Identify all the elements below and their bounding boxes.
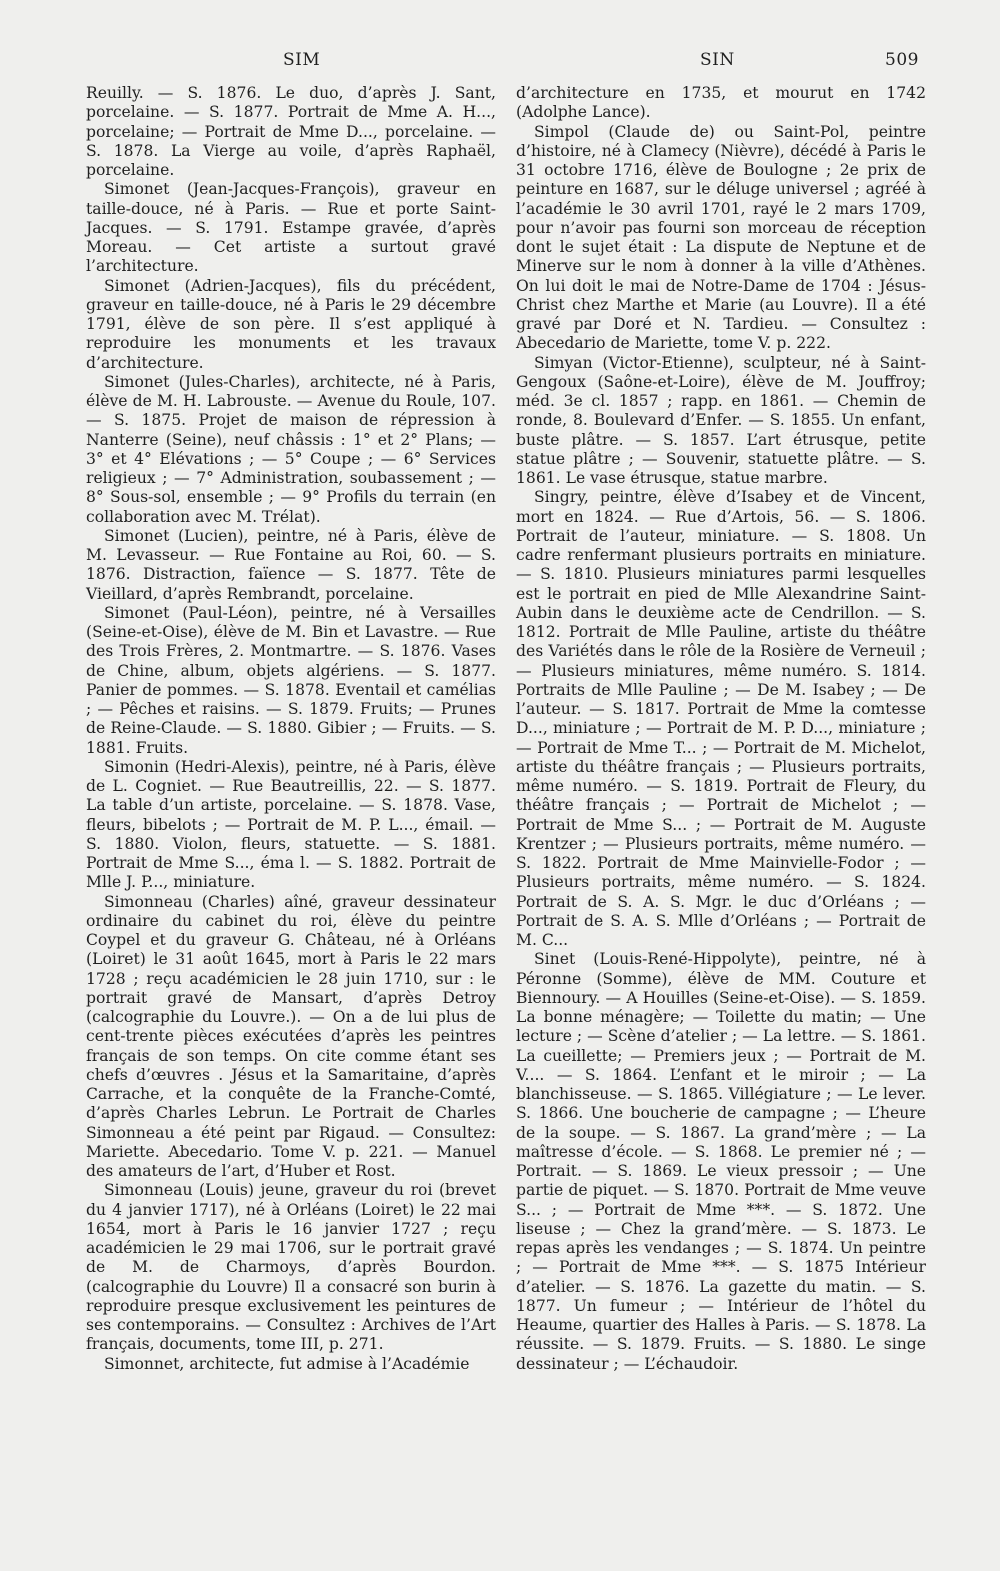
entry-paragraph: Singry, peintre, élève d’Isabey et de Vincent, mort en 1824. — Rue d’Artois, 56. — S. 1806. Portrait de l’auteur, miniature. — S. 1808. Un cadre renfermant plusieurs portraits en miniature. — S. 1810. Plusieurs miniatures parmi lesquelles est le portrait en pied de Mlle Alexandrine Saint-Aubin dans le deuxième acte de Cendrillon. — S. 1812. Portrait de Mlle Pauline, artiste du théâtre des Variétés dans le rôle de la Rosière de Verneuil ; — Plusieurs miniatures, même numéro. S. 1814. Portraits de Mlle Pauline ; — De M. Isabey ; — De l’auteur. — S. 1817. Portrait de Mme la comtesse D..., miniature ; — Portrait de M. P. D..., miniature ; — Portrait de Mme T... ; — Portrait de M. Michelot, artiste du théâtre français ; — Plusieurs portraits, même numéro. — S. 1819. Portrait de Fleury, du théâtre français ; — Portrait de Michelot ; — Portrait de Mme S... ; — Portrait de M. Auguste Krentzer ; — Plusieurs portraits, même numéro. — S. 1822. Portrait de Mme Mainvielle-Fodor ; — Plusieurs portraits, même numéro. — S. 1824. Portrait de S. A. S. Mgr. le duc d’Orléans ; — Portrait de S. A. S. Mlle d’Orléans ; — Portrait de M. C... <box>516 488 926 949</box>
page-number: 509 <box>885 50 919 70</box>
running-head-right: SIN <box>700 50 735 70</box>
entry-paragraph: Simonet (Lucien), peintre, né à Paris, élève de M. Levasseur. — Rue Fontaine au Roi, 60. — S. 1876. Distraction, faïence — S. 1877. Tête de Vieillard, d’après Rembrandt, porcelaine. <box>86 526 496 603</box>
entry-paragraph: Sinet (Louis-René-Hippolyte), peintre, né à Péronne (Somme), élève de MM. Couture et Biennoury. — A Houilles (Seine-et-Oise). — S. 1859. La bonne ménagère; — Toilette du matin; — Une lecture ; — Scène d’atelier ; — La lettre. — S. 1861. La cueillette; — Premiers jeux ; — Portrait de M. V.... — S. 1864. L’enfant et le miroir ; — La blanchisseuse. — S. 1865. Villégiature ; — Le lever. S. 1866. Une boucherie de campagne ; — L’heure de la soupe. — S. 1867. La grand’mère ; — La maîtresse d’école. — S. 1868. Le premier né ; — Portrait. — S. 1869. Le vieux pressoir ; — Une partie de piquet. — S. 1870. Portrait de Mme veuve S... ; — Portrait de Mme ***. — S. 1872. Une liseuse ; — Chez la grand’mère. — S. 1873. Le repas après les vendanges ; — S. 1874. Un peintre ; — Portrait de Mme ***. — S. 1875 Intérieur d’atelier. — S. 1876. La gazette du matin. — S. 1877. Un fumeur ; — Intérieur de l’hôtel du Heaume, quartier des Halles à Paris. — S. 1878. La réussite. — S. 1879. Fruits. — S. 1880. Le singe dessinateur ; — L’échaudoir. <box>516 950 926 1373</box>
left-column <box>86 84 496 1374</box>
entry-paragraph: d’architecture en 1735, et mourut en 1742 (Adolphe Lance). <box>516 84 926 122</box>
running-head-left: SIM <box>283 50 321 70</box>
entry-paragraph: Reuilly. — S. 1876. Le duo, d’après J. Sant, porcelaine. — S. 1877. Portrait de Mme A. H..., porcelaine; — Portrait de Mme D..., porcelaine. — S. 1878. La Vierge au voile, d’après Raphaël, porcelaine. <box>86 84 496 179</box>
entry-paragraph: Simonnet, architecte, fut admise à l’Académie <box>104 1354 470 1373</box>
right-column <box>516 84 926 1374</box>
entry-paragraph: Simonin (Hedri-Alexis), peintre, né à Paris, élève de L. Cogniet. — Rue Beautreillis, 22. — S. 1877. La table d’un artiste, porcelaine. — S. 1878. Vase, fleurs, bibelots ; — Portrait de M. P. L..., émail. — S. 1880. Violon, fleurs, statuette. — S. 1881. Portrait de Mme S..., éma l. — S. 1882. Portrait de Mlle J. P..., miniature. <box>86 757 496 892</box>
entry-paragraph: Simonet (Jean-Jacques-François), graveur en taille-douce, né à Paris. — Rue et porte Saint-Jacques. — S. 1791. Estampe gravée, d’après Moreau. — Cet artiste a surtout gravé l’architecture. <box>86 180 496 276</box>
entry-paragraph: Simonneau (Louis) jeune, graveur du roi (brevet du 4 janvier 1717), né à Orléans (Loiret) le 22 mai 1654, mort à Paris le 16 janvier 1727 ; reçu académicien le 29 mai 1706, sur le portrait gravé de M. de Charmoys, d’après Bourdon. (calcographie du Louvre) Il a consacré son burin à reproduire presque exclusivement les peintures de ses contemporains. — Consultez : Archives de l’Art français, documents, tome III, p. 271. <box>86 1181 496 1354</box>
entry-paragraph: Simonneau (Charles) aîné, graveur dessinateur ordinaire du cabinet du roi, élève du peintre Coypel et du graveur G. Château, né à Orléans (Loiret) le 31 août 1645, mort à Paris le 22 mars 1728 ; reçu académicien le 28 juin 1710, sur : le portrait gravé de Mansart, d’après Detroy (calcographie du Louvre.). — On a de lui plus de cent-trente pièces exécutées d’après les peintres français de son temps. On cite comme étant ses chefs d’œuvres . Jésus et la Samaritaine, d’après Carrache, et la conquête de la Franche-Comté, d’après Charles Lebrun. Le Portrait de Charles Simonneau a été peint par Rigaud. — Consultez: Mariette. Abecedario. Tome V. p. 221. — Manuel des amateurs de l’art, d’Huber et Rost. <box>86 892 496 1180</box>
entry-paragraph: Simonet (Adrien-Jacques), fils du précédent, graveur en taille-douce, né à Paris le 29 décembre 1791, élève de son père. Il s’est appliqué à reproduire les monuments et les travaux d’architecture. <box>86 276 496 372</box>
entry-paragraph: Simpol (Claude de) ou Saint-Pol, peintre d’histoire, né à Clamecy (Nièvre), décédé à Paris le 31 octobre 1716, élève de Boulogne ; 2e prix de peinture en 1687, sur le déluge universel ; agréé à l’académie le 30 avril 1701, rayé le 2 mars 1709, pour n’avoir pas fourni son morceau de réception dont le sujet était : La dispute de Neptune et de Minerve sur le nom à donner à la ville d’Athènes. On lui doit le mai de Notre-Dame de 1704 : Jésus-Christ chez Marthe et Marie (au Louvre). Il a été gravé par Doré et N. Tardieu. — Consultez : Abecedario de Mariette, tome V. p. 222. <box>516 122 926 353</box>
entry-paragraph: Simyan (Victor-Etienne), sculpteur, né à Saint-Gengoux (Saône-et-Loire), élève de M. Jouffroy; méd. 3e cl. 1857 ; rapp. en 1861. — Chemin de ronde, 8. Boulevard d’Enfer. — S. 1855. Un enfant, buste plâtre. — S. 1857. L’art étrusque, petite statue plâtre ; — Souvenir, statuette plâtre. — S. 1861. Le vase étrusque, statue marbre. <box>516 353 926 487</box>
entry-paragraph: Simonet (Paul-Léon), peintre, né à Versailles (Seine-et-Oise), élève de M. Bin et Lavastre. — Rue des Trois Frères, 2. Montmartre. — S. 1876. Vases de Chine, album, objets algériens. — S. 1877. Panier de pommes. — S. 1878. Eventail et camélias ; — Pêches et raisins. — S. 1879. Fruits; — Prunes de Reine-Claude. — S. 1880. Gibier ; — Fruits. — S. 1881. Fruits. <box>86 603 496 757</box>
entry-paragraph: Simonet (Jules-Charles), architecte, né à Paris, élève de M. H. Labrouste. — Avenue du Roule, 107. — S. 1875. Projet de maison de répression à Nanterre (Seine), neuf châssis : 1° et 2° Plans; — 3° et 4° Elévations ; — 5° Coupe ; — 6° Services religieux ; — 7° Administration, soubassement ; — 8° Sous-sol, ensemble ; — 9° Profils du terrain (en collaboration avec M. Trélat). <box>86 372 496 526</box>
